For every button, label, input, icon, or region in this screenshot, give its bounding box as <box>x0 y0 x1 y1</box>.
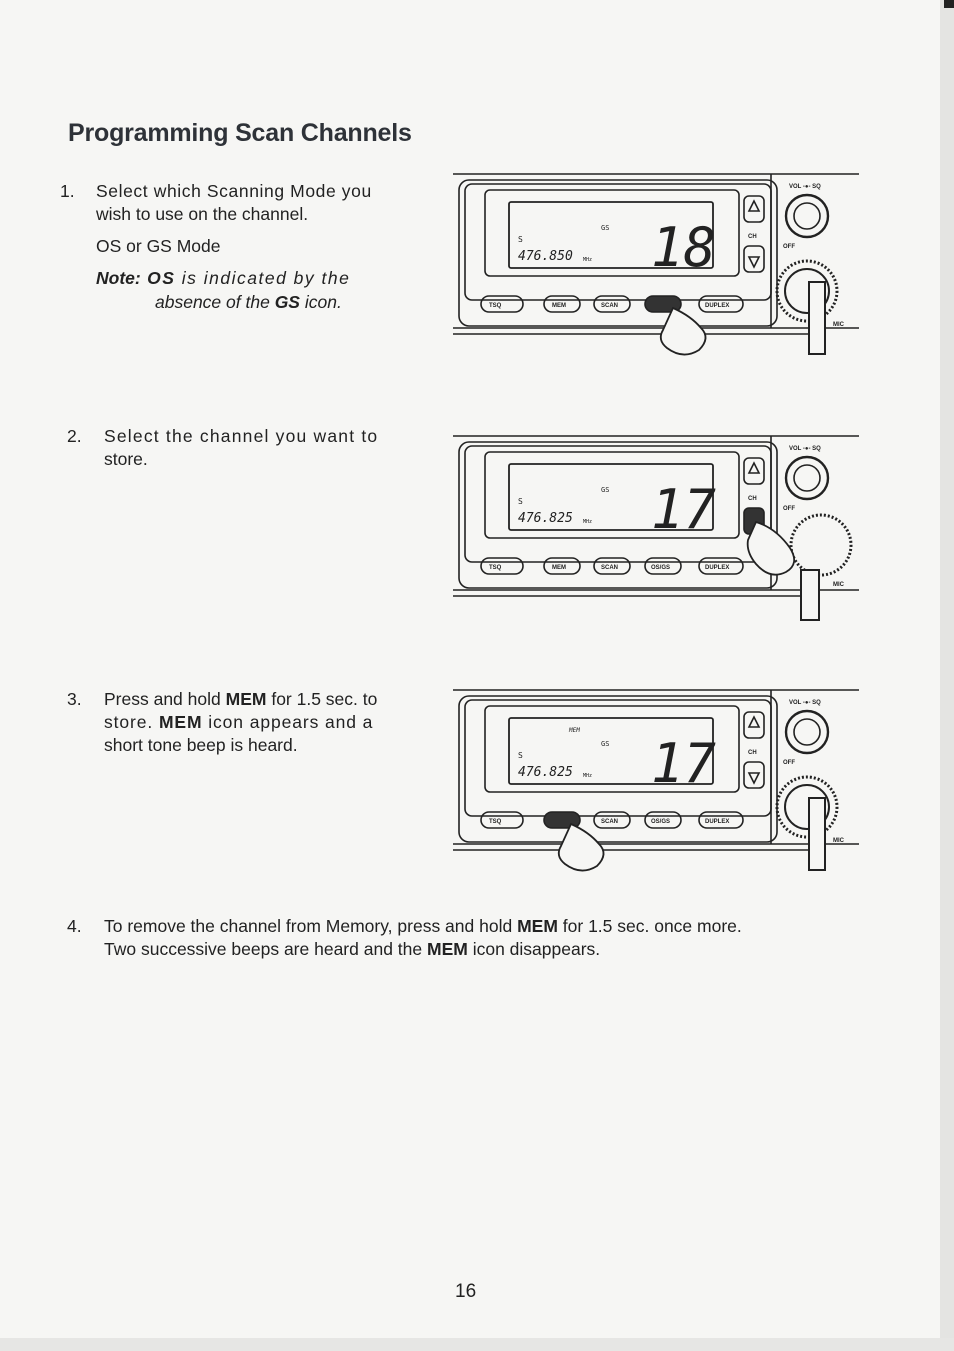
radio-illustration-3 <box>451 684 861 879</box>
step-text-line <box>104 711 373 734</box>
step-1 <box>60 180 440 320</box>
page-bottom-edge <box>0 1338 954 1351</box>
ch-label: CH <box>748 750 757 756</box>
page-corner-mark <box>944 0 954 8</box>
tsq-button-label: TSQ <box>489 819 502 825</box>
step-text-line: Select which Scanning Mode you <box>96 181 372 201</box>
display-frequency: 476.825 <box>518 765 573 780</box>
mem-keyword: MEM <box>225 689 267 709</box>
note-line-2 <box>155 291 342 314</box>
step-text-line: wish to use on the channel. <box>96 204 309 224</box>
page-number: 16 <box>455 1281 477 1302</box>
display-s-label: S <box>518 497 523 506</box>
ch-label: CH <box>748 234 757 240</box>
step-number: 2. <box>67 426 82 446</box>
display-channel-number: 17 <box>651 732 717 795</box>
step-text-line <box>104 938 600 961</box>
step-4 <box>67 915 927 965</box>
text: To remove the channel from Memory, press and hold <box>104 916 513 936</box>
note-os: OS <box>147 268 176 288</box>
note-text: is indicated by the <box>181 268 351 288</box>
step-text-line: Select the channel you want to <box>104 426 379 446</box>
radio-illustration-2 <box>451 430 861 625</box>
display-unit: MHz <box>583 773 593 779</box>
page-edge-shadow <box>940 0 954 1351</box>
off-label: OFF <box>783 506 795 512</box>
text: store. <box>104 712 154 732</box>
radio-illustration-1 <box>451 168 861 368</box>
display-gs-icon: GS <box>601 224 610 232</box>
tsq-button-label: TSQ <box>489 303 502 309</box>
page-title: Programming Scan Channels <box>68 119 412 147</box>
vol-sq-label: VOL -●- SQ <box>789 184 821 190</box>
display-unit: MHz <box>583 519 593 525</box>
mem-keyword: MEM <box>517 916 558 936</box>
duplex-button-label: DUPLEX <box>705 565 730 571</box>
tsq-button-label: TSQ <box>489 565 502 571</box>
mode-text: OS or GS Mode <box>96 236 221 256</box>
display-gs-icon: GS <box>601 740 610 748</box>
display-channel-number: 18 <box>651 216 717 279</box>
scan-button-label: SCAN <box>601 303 619 309</box>
step-text-line: store. <box>104 449 148 469</box>
text: Two successive beeps are heard and the <box>104 939 423 959</box>
osgs-button-label: OS/GS <box>651 819 671 825</box>
vol-sq-label: VOL -●- SQ <box>789 700 821 706</box>
note-label: Note: <box>96 268 141 288</box>
note-line-1 <box>96 267 350 290</box>
display-s-label: S <box>518 751 523 760</box>
step-3 <box>67 688 437 760</box>
note-text: icon. <box>304 292 342 312</box>
mic-label: MIC <box>833 838 844 844</box>
scan-button-label: SCAN <box>601 565 619 571</box>
step-number: 1. <box>60 181 75 201</box>
scan-button-label: SCAN <box>601 819 619 825</box>
display-frequency: 476.850 <box>518 249 573 264</box>
radio-front-panel <box>451 684 861 879</box>
mem-button-label: MEM <box>552 303 566 309</box>
text: Press and hold <box>104 689 221 709</box>
display-unit: MHz <box>583 257 593 263</box>
step-2 <box>67 425 437 475</box>
text: icon disappears. <box>472 939 601 959</box>
display-channel-number: 17 <box>651 478 717 541</box>
step-text-line <box>104 688 377 711</box>
step-number: 4. <box>67 916 82 936</box>
mem-keyword: MEM <box>427 939 468 959</box>
ch-label: CH <box>748 496 757 502</box>
mic-label: MIC <box>833 322 844 328</box>
text: icon appears and a <box>208 712 374 732</box>
text: for 1.5 sec. to <box>271 689 378 709</box>
duplex-button-label: DUPLEX <box>705 819 730 825</box>
step-text-line <box>104 915 742 938</box>
display-s-label: S <box>518 235 523 244</box>
mic-label: MIC <box>833 582 844 588</box>
off-label: OFF <box>783 244 795 250</box>
off-label: OFF <box>783 760 795 766</box>
step-text-line: short tone beep is heard. <box>104 735 298 755</box>
mem-button-label: MEM <box>552 565 566 571</box>
mem-keyword: MEM <box>158 712 203 732</box>
step-number: 3. <box>67 689 82 709</box>
display-gs-icon: GS <box>601 486 610 494</box>
note-gs: GS <box>274 292 300 312</box>
note-text: absence of the <box>155 292 270 312</box>
osgs-button-label: OS/GS <box>651 565 671 571</box>
vol-sq-label: VOL -●- SQ <box>789 446 821 452</box>
radio-front-panel <box>451 430 861 625</box>
display-mem-icon: MEM <box>569 727 580 734</box>
duplex-button-label: DUPLEX <box>705 303 730 309</box>
radio-front-panel <box>451 168 861 368</box>
display-frequency: 476.825 <box>518 511 573 526</box>
text: for 1.5 sec. once more. <box>562 916 742 936</box>
